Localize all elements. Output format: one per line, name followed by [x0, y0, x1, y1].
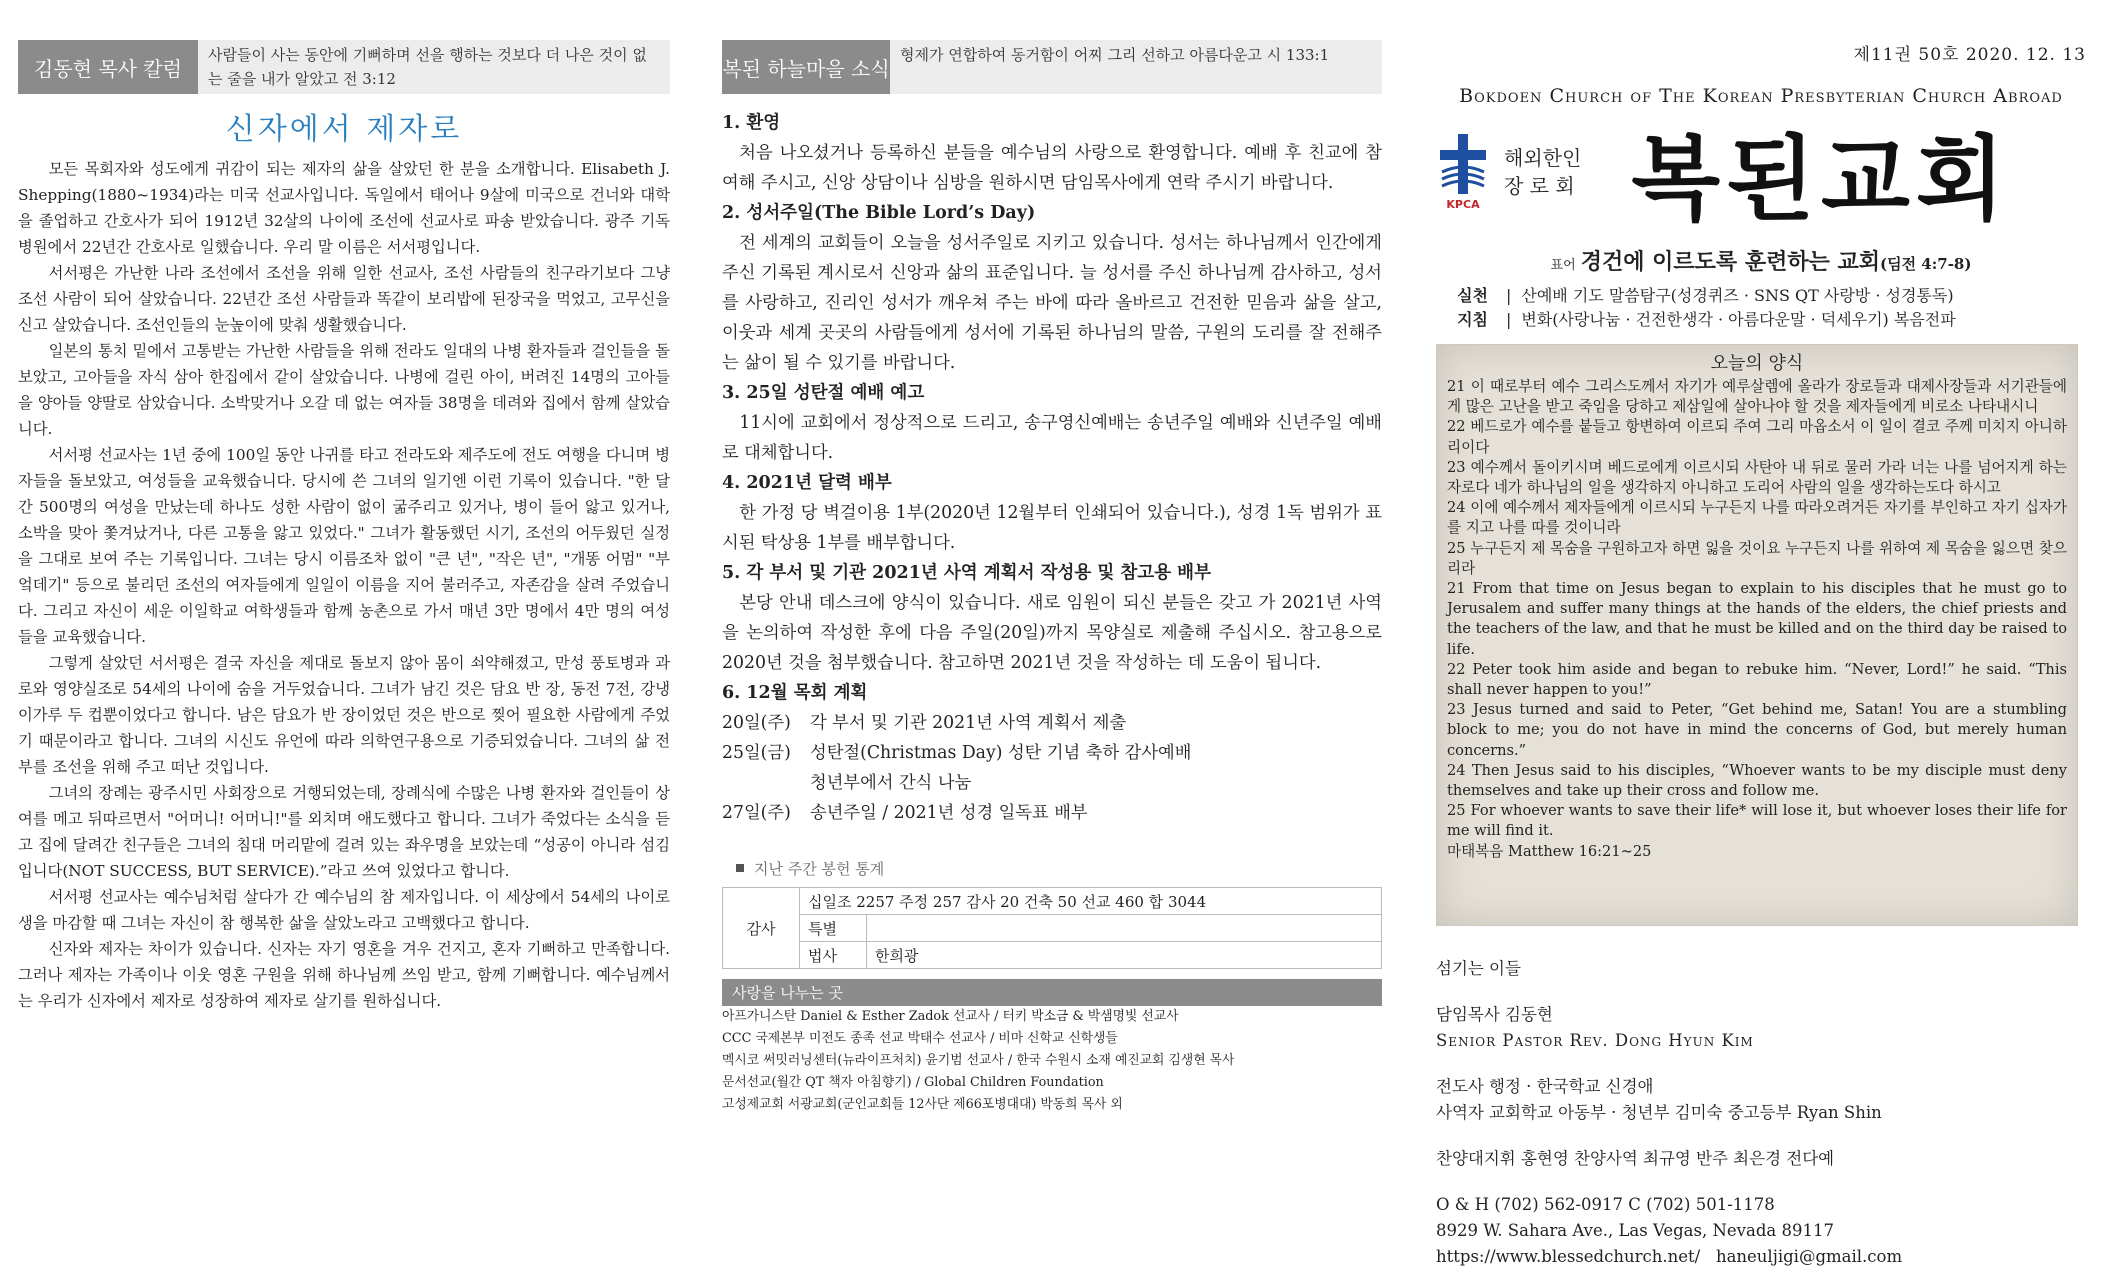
column-quote: 사람들이 사는 동안에 기뻐하며 선을 행하는 것보다 더 나은 것이 없는 줄을 내가 알았고 전 3:12: [198, 40, 670, 94]
pastor-english: Senior Pastor Rev. Dong Hyun Kim: [1436, 1031, 1754, 1050]
schedule-row: [722, 738, 1382, 768]
pastor-column: [18, 0, 670, 1275]
essay-paragraph: 그녀의 장례는 광주시민 사회장으로 거행되었는데, 장례식에 수많은 나병 환자와 걸인들이 상여를 메고 뒤따르면서 "어머니! 어머니!"를 외치며 애도했다고 합니다. 그녀가 죽었다는 소식을 듣고 집에 달려간 친구들은 그녀의 침대 머리맡에 걸려 있는 좌우명을 보았는데 “성공이 아니라 섬김입니다(NOT SUCCESS, BUT SERVICE).”라고 쓰여 있었다고 합니다.: [18, 784, 670, 880]
pastor-korean: 담임목사 김동현: [1436, 1005, 1553, 1024]
verse-reference: 마태복음 Matthew 16:21~25: [1447, 842, 1652, 860]
share-list: [722, 1006, 1382, 1116]
column-label: 김동현 목사 칼럼: [18, 40, 198, 94]
verse: 22 베드로가 예수를 붙들고 항변하여 이르되 주여 그리 마옵소서 이 일이 결코 주께 미치지 아니하리이다: [1447, 418, 2067, 456]
schedule-text: 송년주일 / 2021년 성경 일독표 배부: [810, 803, 1088, 823]
church-english-name: Bokdoen Church of The Korean Presbyterian Church Abroad: [1459, 85, 2063, 107]
essay-paragraph: 그렇게 살았던 서서평은 결국 자신을 제대로 돌보지 않아 몸이 쇠약해졌고, 만성 풍토병과 과로와 영양실조로 54세의 나이에 숨을 거두었습니다. 그녀가 남긴 것은 담요 반 장, 동전 7전, 강냉이가루 두 컵뿐이었다고 합니다. 남은 담요가 반 장이었던 것은 반으로 찢어 필요한 사람에게 주었기 때문이라고 합니다. 그녀의 시신도 유언에 따라 의학연구용으로 기증되었습니다. 그녀의 삶 전부를 조선을 위해 주고 떠난 것입니다.: [18, 654, 670, 776]
daily-bread-title: 오늘의 양식: [1710, 353, 1804, 374]
masthead-column: [1436, 0, 2086, 1275]
schedule-date: 25일(금): [722, 743, 791, 763]
essay-paragraph: 모든 목회자와 성도에게 귀감이 되는 제자의 삶을 살았던 한 분을 소개합니다. Elisabeth J. Shepping(1880~1934)라는 미국 선교사입니다. 독일에서 태어나 9살에 미국으로 건너와 대학을 졸업하고 간호사가 되어 1912년 32살의 나이에 조선에 선교사로 파송 받았습니다. 광주 기독병원에서 22년간 간호사로 일했습니다. 우리 말 이름은 서서평입니다.: [18, 160, 670, 256]
motto-text: 경건에 이르도록 훈련하는 교회: [1580, 250, 1880, 275]
stats-title: 지난 주간 봉헌 통계: [722, 858, 1382, 879]
square-bullet-icon: [736, 864, 744, 872]
news-body: 처음 나오셨거나 등록하신 분들을 예수님의 사랑으로 환영합니다. 예배 후 친교에 참여해 주시고, 신앙 상담이나 심방을 원하시면 담임목사에게 연락 주시기 바랍니다.: [722, 143, 1382, 193]
schedule-row: [722, 708, 1382, 738]
news-column: [722, 0, 1382, 1275]
news-list: [722, 108, 1382, 828]
news-body: 전 세계의 교회들이 오늘을 성서주일로 지키고 있습니다. 성서는 하나님께서 인간에게 주신 기록된 계시로서 신앙과 삶의 표준입니다. 늘 성서를 주신 하나님께 감사하고, 성서를 사랑하고, 진리인 성서가 깨우쳐 주는 바에 따라 올바르고 건전한 믿음과 삶을 살고, 이웃과 세계 곳곳의 사람들에게 성서에 기록된 하나님의 말씀, 구원의 도리를 잘 전해주는 삶이 될 수 있기를 바랍니다.: [722, 233, 1382, 373]
share-line: CCC 국제본부 미전도 종족 선교 박태수 선교사 / 비마 신학교 신학생들: [722, 1031, 1118, 1046]
stats-special-label: 특별: [800, 915, 867, 942]
address: 8929 W. Sahara Ave., Las Vegas, Nevada 89117: [1436, 1221, 1834, 1240]
verse: 23 예수께서 돌이키시며 베드로에게 이르시되 사탄아 내 뒤로 물러 가라 너는 나를 넘어지게 하는 자로다 네가 하나님의 일을 생각하지 아니하고 도리어 사람의 일을 생각하는도다 하시고: [1447, 458, 2067, 497]
news-body: 11시에 교회에서 정상적으로 드리고, 송구영신예배는 송년주일 예배와 신년주일 예배로 대체합니다.: [722, 413, 1382, 463]
email-link[interactable]: haneuljigi@gmail.com: [1715, 1247, 1903, 1266]
share-title: 사랑을 나누는 곳: [722, 979, 1382, 1006]
news-heading: 6. 12월 목회 계획: [722, 683, 868, 703]
verse: 23 Jesus turned and said to Peter, “Get behind me, Satan! You are a stumbling block to me; you do not have in mind the concerns of God, but merely human concerns.”: [1447, 701, 2067, 759]
news-heading: 4. 2021년 달력 배부: [722, 473, 892, 493]
daily-bread-box: [1436, 344, 2078, 926]
schedule-row: [722, 798, 1382, 828]
share-line: 고성제교회 서광교회(군인교회들 12사단 제66포병대대) 박동희 목사 외: [722, 1097, 1123, 1112]
news-heading: 5. 각 부서 및 기관 2021년 사역 계획서 작성용 및 참고용 배부: [722, 563, 1211, 583]
verse: 21 이 때로부터 예수 그리스도께서 자기가 예루살렘에 올라가 장로들과 대제사장들과 서기관들에게 많은 고난을 받고 죽임을 당하고 제삼일에 살아나야 할 것을 제자들에게 비로소 나타내시니: [1447, 378, 2067, 416]
schedule-date: 20일(주): [722, 713, 791, 733]
stats-table: [722, 887, 1382, 969]
schedule-date: [722, 768, 810, 798]
issue-number: 제11권 50호 2020. 12. 13: [1853, 45, 2086, 65]
schedule-row: [722, 768, 1382, 798]
share-line: 아프가니스탄 Daniel & Esther Zadok 선교사 / 터키 박소금 & 박샘명빛 선교사: [722, 1009, 1179, 1024]
brand: [1436, 117, 2086, 233]
news-heading: 2. 성서주일(The Bible Lord’s Day): [722, 203, 1036, 223]
church-name: 복된교회: [1631, 126, 2011, 233]
verse: 22 Peter took him aside and began to rebuke him. “Never, Lord!” he said. “This shall never happen to you!”: [1447, 660, 2067, 699]
share-line: 멕시코 써밋러닝센터(뉴라이프처치) 윤기범 선교사 / 한국 수원시 소재 예진교회 김생현 목사: [722, 1053, 1235, 1068]
practice-guide: 실천 | 산예배 기도 말씀탐구(성경퀴즈 · SNS QT 사랑방 · 성경통독) 지침 | 변화(사랑나눔 · 건전한생각 · 아름다운말 · 덕세우기) 복음전파: [1457, 286, 1956, 329]
news-header: [722, 40, 1382, 94]
verse: 24 이에 예수께서 제자들에게 이르시되 누구든지 나를 따라오려거든 자기를 부인하고 자기 십자가를 지고 나를 따를 것이니라: [1447, 499, 2067, 537]
stats-name-value: 한희광: [867, 942, 1382, 969]
schedule: [722, 708, 1382, 828]
schedule-text: 청년부에서 간식 나눔: [810, 773, 972, 793]
motto: 표어 경건에 이르도록 훈련하는 교회(딤전 4:7-8): [1550, 250, 1972, 275]
denomination: 해외한인 장 로 회: [1504, 146, 1582, 198]
schedule-date: 27일(주): [722, 803, 791, 823]
news-heading: 1. 환영: [722, 113, 781, 133]
essay-paragraph: 서서평 선교사는 예수님처럼 살다가 간 예수님의 참 제자입니다. 이 세상에서 54세의 나이로 생을 마감할 때 그녀는 자신이 참 행복한 삶을 살았노라고 고백했다고 합니다.: [18, 888, 670, 932]
news-body: 한 가정 당 벽걸이용 1부(2020년 12월부터 인쇄되어 있습니다.), 성경 1독 범위가 표시된 탁상용 1부를 배부합니다.: [722, 503, 1382, 553]
verse: 21 From that time on Jesus began to explain to his disciples that he must go to Jerusalem and suffer many things at the hands of the elders, the chief priests and the teachers of the law, and that he must be killed and on the third day be raised to life.: [1447, 580, 2067, 658]
column-title: 신자에서 제자로: [225, 112, 463, 147]
schedule-text: 성탄절(Christmas Day) 성탄 기념 축하 감사예배: [810, 743, 1192, 763]
kpca-cross-logo-icon: [1436, 132, 1490, 212]
verse: 25 누구든지 제 목숨을 구원하고자 하면 잃을 것이요 누구든지 나를 위하여 제 목숨을 잃으면 찾으리라: [1447, 539, 2067, 577]
staff-title: 섬기는 이들: [1436, 959, 1521, 978]
stats-name-label: 법사: [800, 942, 867, 969]
stats-thanks-label: 감사: [723, 888, 800, 969]
news-body: 본당 안내 데스크에 양식이 있습니다. 새로 임원이 되신 분들은 갖고 가 2021년 사역을 논의하여 작성한 후에 다음 주일(20일)까지 목양실로 제출해 주십시오. 참고용으로 2020년 것을 첨부했습니다. 참고하면 2021년 것을 작성하는 데 도움이 됩니다.: [722, 593, 1382, 673]
staff-line: 전도사 행정 · 한국학교 신경애: [1436, 1077, 1654, 1096]
staff-section: [1436, 956, 2086, 1270]
share-line: 문서선교(월간 QT 책자 아침향기) / Global Children Foundation: [722, 1075, 1104, 1090]
news-quote: 형제가 연합하여 동거함이 어찌 그리 선하고 아름다운고 시 133:1: [890, 40, 1382, 94]
verse: 24 Then Jesus said to his disciples, “Whoever wants to be my disciple must deny themselves and take up their cross and follow me.: [1447, 761, 2067, 800]
news-heading: 3. 25일 성탄절 예배 예고: [722, 383, 925, 403]
schedule-text: 각 부서 및 기관 2021년 사역 계획서 제출: [810, 713, 1127, 733]
stats-row: 십일조 2257 주정 257 감사 20 건축 50 선교 460 합 3044: [800, 888, 1382, 915]
essay-paragraph: 서서평 선교사는 1년 중에 100일 동안 나귀를 타고 전라도와 제주도에 전도 여행을 다니며 병자들을 돌보았고, 여성들을 교육했습니다. 당시에 쓴 그녀의 일기엔 이런 기록이 있습니다. "한 달간 500명의 여성을 만났는데 하나도 성한 사람이 없이 굶주리고 있거나, 병이 들어 앓고 있거나, 소박을 맞아 쫓겨났거나, 다른 고통을 앓고 있었다." 그녀가 활동했던 시기, 조선의 어두웠던 실정을 그대로 보여 주는 기록입니다. 그녀는 당시 이름조차 없이 "큰 년", "작은 년", "개똥 어멈" "부엌데기" 등으로 불리던 조선의 여자들에게 일일이 이름을 지어 불러주고, 자존감을 살려 주었습니다. 그리고 자신이 세운 이일학교 여학생들과 함께 농촌으로 가서 매년 3만 명에서 4만 명의 여성들을 교육했습니다.: [18, 446, 670, 646]
phone: O & H (702) 562-0917 C (702) 501-1178: [1436, 1195, 1775, 1214]
logo-text: KPCA: [1446, 198, 1480, 211]
verse: 25 For whoever wants to save their life* will lose it, but whoever loses their life for me will find it.: [1447, 802, 2067, 840]
essay-paragraph: 서서평은 가난한 나라 조선에서 조선을 위해 일한 선교사, 조선 사람들의 친구라기보다 그냥 조선 사람이 되어 살았습니다. 22년간 조선 사람들과 똑같이 보리밥에 된장국을 먹었고, 고무신을 신고 살았습니다. 조선인들의 눈높이에 맞춰 생활했습니다.: [18, 264, 670, 334]
essay-paragraph: 일본의 통치 밑에서 고통받는 가난한 사람들을 위해 전라도 일대의 나병 환자들과 걸인들을 돌보았고, 고아들을 자식 삼아 한집에서 같이 살았습니다. 나병에 걸린 아이, 버려진 14명의 고아들을 양아들 양딸로 삼았습니다. 소박맞거나 오갈 데 없는 여자들 38명을 데려와 집에서 함께 살았습니다.: [18, 342, 670, 438]
staff-line: 찬양대지휘 홍현영 찬양사역 최규영 반주 최은경 전다예: [1436, 1149, 1835, 1168]
news-label: 복된 하늘마을 소식: [722, 40, 890, 94]
column-header: [18, 40, 670, 94]
staff-line: 사역자 교회학교 아동부 · 청년부 김미숙 중고등부 Ryan Shin: [1436, 1103, 1882, 1122]
essay-paragraph: 신자와 제자는 차이가 있습니다. 신자는 자기 영혼을 겨우 건지고, 혼자 기뻐하고 만족합니다. 그러나 제자는 가족이나 이웃 영혼 구원을 위해 하나님께 쓰임 받고, 함께 기뻐합니다. 예수님께서는 우리가 신자에서 제자로 성장하여 제자로 살기를 원하십니다.: [18, 940, 670, 1010]
column-essay: [18, 156, 670, 1014]
website-link[interactable]: https://www.blessedchurch.net/: [1436, 1247, 1701, 1266]
